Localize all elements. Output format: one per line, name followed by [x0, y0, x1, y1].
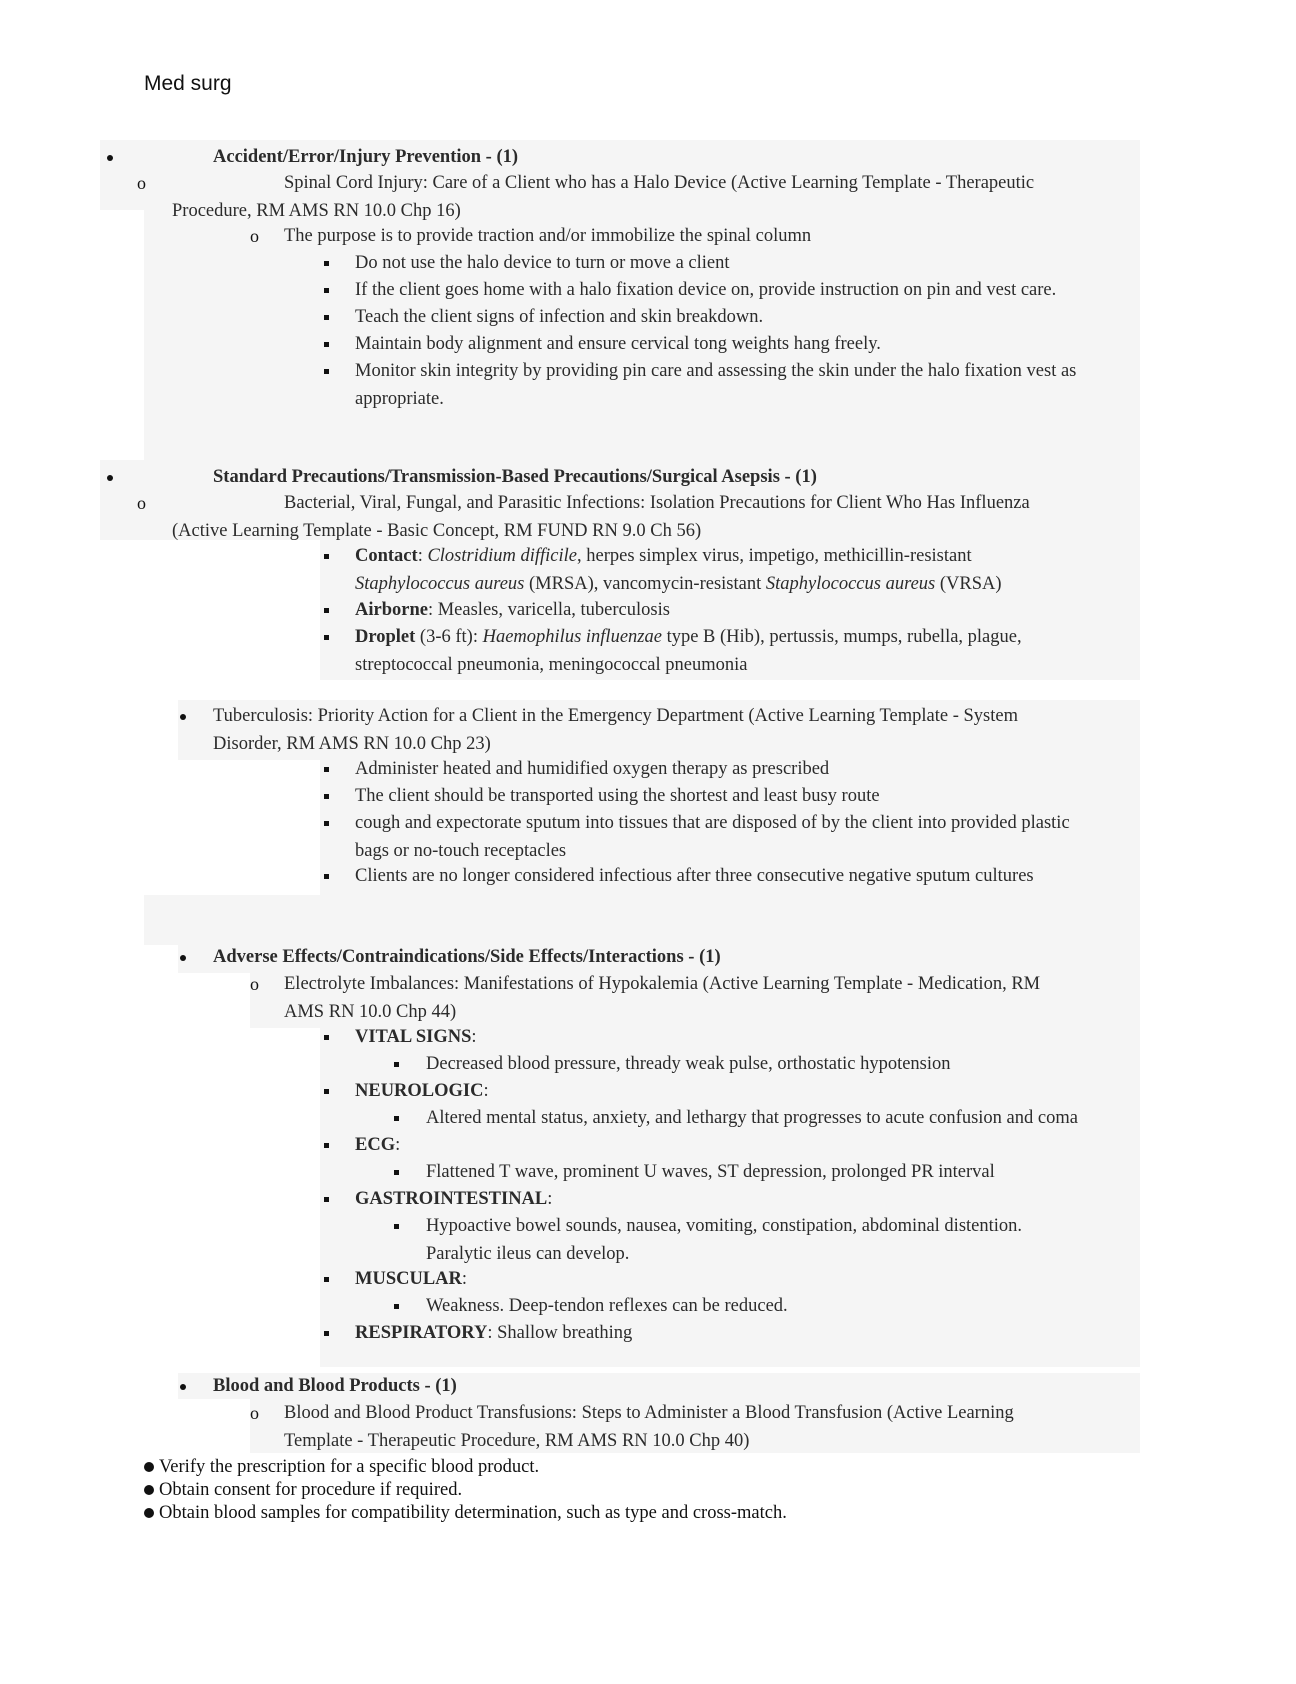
topic-line: Template - Therapeutic Procedure, RM AMS RN 10.0 Chp 40) — [284, 1431, 750, 1451]
square-bullet-icon — [324, 342, 329, 347]
list-item: Weakness. Deep-tendon reflexes can be reduced. — [426, 1296, 788, 1316]
list-item: appropriate. — [355, 389, 444, 409]
category-colon: : — [483, 1081, 489, 1101]
topic-line: Blood and Blood Product Transfusions: Steps to Administer a Blood Transfusion (Active Learning — [284, 1403, 1014, 1423]
category-colon: : — [395, 1135, 401, 1155]
topic-line: Bacterial, Viral, Fungal, and Parasitic Infections: Isolation Precautions for Client Who Has Influenza — [284, 493, 1030, 513]
airborne-text: : Measles, varicella, tuberculosis — [427, 600, 670, 620]
list-item — [355, 598, 670, 622]
list-item: Verify the prescription for a specific blood product. — [159, 1457, 540, 1477]
square-bullet-icon — [324, 874, 329, 879]
square-bullet-icon — [324, 1331, 329, 1336]
category-name: ECG — [355, 1135, 396, 1155]
subtopic-line: The purpose is to provide traction and/or immobilize the spinal column — [284, 226, 812, 246]
organism-name: Clostridium difficile — [427, 546, 577, 566]
section-heading: Blood and Blood Products - (1) — [213, 1376, 457, 1396]
list-item — [355, 544, 972, 568]
droplet-text: type B (Hib), pertussis, mumps, rubella, plague, — [661, 627, 1022, 647]
list-item: Obtain blood samples for compatibility determination, such as type and cross-match. — [159, 1503, 787, 1523]
topic-line: Disorder, RM AMS RN 10.0 Chp 23) — [213, 734, 491, 754]
list-item: Hypoactive bowel sounds, nausea, vomiting, constipation, abdominal distention. — [426, 1216, 1023, 1236]
bullet-icon — [180, 714, 186, 720]
square-bullet-icon — [394, 1224, 399, 1229]
bullet-icon — [144, 1462, 154, 1472]
category-text: : Shallow breathing — [487, 1323, 633, 1343]
category-colon: : — [547, 1189, 553, 1209]
category-label — [355, 1187, 552, 1211]
contact-text: , herpes simplex virus, impetigo, methicillin-resistant — [577, 546, 972, 566]
square-bullet-icon — [394, 1170, 399, 1175]
list-item: Clients are no longer considered infectious after three consecutive negative sputum cultures — [355, 866, 1034, 886]
topic-line: Procedure, RM AMS RN 10.0 Chp 16) — [172, 201, 461, 221]
list-item: bags or no-touch receptacles — [355, 841, 567, 861]
category-colon: : — [471, 1027, 477, 1047]
list-item — [355, 625, 1022, 649]
list-item: Decreased blood pressure, thready weak pulse, orthostatic hypotension — [426, 1054, 951, 1074]
list-item: Maintain body alignment and ensure cervical tong weights hang freely. — [355, 334, 881, 354]
category-name: MUSCULAR — [355, 1269, 462, 1289]
bullet-icon — [180, 1384, 186, 1390]
square-bullet-icon — [324, 554, 329, 559]
droplet-label: Droplet — [355, 627, 416, 647]
category-name: NEUROLOGIC — [355, 1081, 484, 1101]
list-item: Administer heated and humidified oxygen therapy as prescribed — [355, 759, 830, 779]
shade-block — [144, 895, 1140, 945]
square-bullet-icon — [324, 794, 329, 799]
square-bullet-icon — [324, 1035, 329, 1040]
list-item: Flattened T wave, prominent U waves, ST depression, prolonged PR interval — [426, 1162, 995, 1182]
list-item: streptococcal pneumonia, meningococcal pneumonia — [355, 655, 748, 675]
category-label — [355, 1133, 400, 1157]
list-item: cough and expectorate sputum into tissues that are disposed of by the client into provided plastic — [355, 813, 1070, 833]
circle-bullet-icon: o — [250, 1403, 259, 1423]
organism-name: Staphylococcus aureus — [765, 574, 936, 594]
organism-name: Haemophilus influenzae — [482, 627, 662, 647]
list-item: Paralytic ileus can develop. — [426, 1244, 630, 1264]
category-name: GASTROINTESTINAL — [355, 1189, 548, 1209]
square-bullet-icon — [394, 1116, 399, 1121]
topic-line: Tuberculosis: Priority Action for a Client in the Emergency Department (Active Learning Template - System — [213, 706, 1018, 726]
list-item: Teach the client signs of infection and skin breakdown. — [355, 307, 764, 327]
circle-bullet-icon: o — [137, 493, 146, 513]
square-bullet-icon — [324, 821, 329, 826]
bullet-icon — [144, 1508, 154, 1518]
square-bullet-icon — [324, 315, 329, 320]
square-bullet-icon — [324, 1277, 329, 1282]
square-bullet-icon — [394, 1304, 399, 1309]
organism-name: Staphylococcus aureus — [355, 574, 525, 594]
list-item: Obtain consent for procedure if required. — [159, 1480, 463, 1500]
square-bullet-icon — [324, 608, 329, 613]
list-item: Do not use the halo device to turn or move a client — [355, 253, 730, 273]
page-title: Med surg — [144, 72, 232, 95]
square-bullet-icon — [324, 635, 329, 640]
circle-bullet-icon: o — [250, 226, 259, 246]
bullet-icon — [107, 155, 113, 161]
contact-text: : — [417, 546, 428, 566]
category-label — [355, 1025, 477, 1049]
circle-bullet-icon: o — [250, 974, 259, 994]
square-bullet-icon — [324, 1197, 329, 1202]
category-name: VITAL SIGNS — [355, 1027, 472, 1047]
square-bullet-icon — [324, 288, 329, 293]
bullet-icon — [180, 955, 186, 961]
list-item: Monitor skin integrity by providing pin care and assessing the skin under the halo fixation vest as — [355, 361, 1077, 381]
topic-line: Spinal Cord Injury: Care of a Client who has a Halo Device (Active Learning Template - Therapeutic — [284, 173, 1035, 193]
square-bullet-icon — [324, 767, 329, 772]
section-heading: Adverse Effects/Contraindications/Side Effects/Interactions - (1) — [213, 947, 721, 967]
category-colon: : — [461, 1269, 468, 1289]
category-label — [355, 1079, 489, 1103]
square-bullet-icon — [324, 1089, 329, 1094]
square-bullet-icon — [324, 261, 329, 266]
section-heading: Accident/Error/Injury Prevention - (1) — [213, 147, 519, 167]
square-bullet-icon — [394, 1062, 399, 1067]
category-label — [355, 1321, 632, 1345]
bullet-icon — [144, 1485, 154, 1495]
topic-line: AMS RN 10.0 Chp 44) — [284, 1002, 457, 1022]
bullet-icon — [107, 475, 113, 481]
category-name: RESPIRATORY — [355, 1323, 488, 1343]
list-item: Altered mental status, anxiety, and lethargy that progresses to acute confusion and coma — [426, 1108, 1078, 1128]
list-item — [355, 572, 1002, 596]
square-bullet-icon — [324, 369, 329, 374]
list-item: The client should be transported using the shortest and least busy route — [355, 786, 880, 806]
airborne-label: Airborne — [355, 600, 428, 620]
section-heading: Standard Precautions/Transmission-Based Precautions/Surgical Asepsis - (1) — [213, 467, 817, 487]
droplet-text: (3-6 ft): — [415, 627, 483, 647]
topic-line: Electrolyte Imbalances: Manifestations of Hypokalemia (Active Learning Template - Medication, RM — [284, 974, 1041, 994]
category-label — [355, 1267, 467, 1291]
square-bullet-icon — [324, 1143, 329, 1148]
list-item: If the client goes home with a halo fixation device on, provide instruction on pin and vest care. — [355, 280, 1057, 300]
topic-line: (Active Learning Template - Basic Concept, RM FUND RN 9.0 Ch 56) — [172, 521, 702, 541]
contact-label: Contact — [355, 546, 418, 566]
contact-text: (VRSA) — [935, 574, 1002, 594]
contact-text: (MRSA), vancomycin-resistant — [524, 574, 766, 594]
circle-bullet-icon: o — [137, 173, 146, 193]
